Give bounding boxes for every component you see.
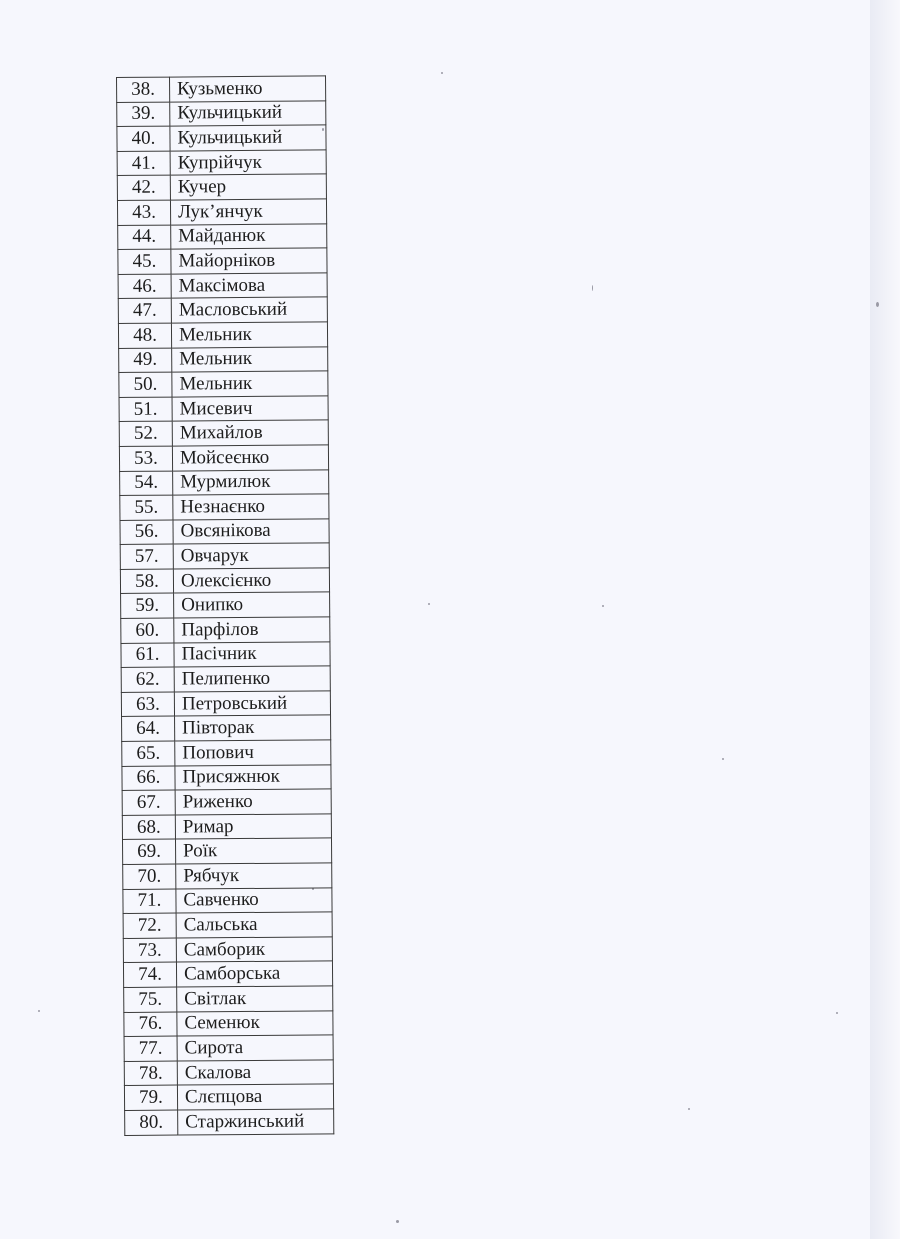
table-row: [117, 174, 326, 200]
scan-speck: [688, 1108, 690, 1110]
row-number: 59.: [121, 594, 174, 619]
surname-cell: Мисевич: [172, 396, 328, 422]
surname-cell: Мельник: [172, 371, 328, 397]
table-row: [120, 568, 329, 594]
scan-speck: [836, 1012, 838, 1014]
row-number: 78.: [124, 1061, 177, 1086]
table-row: [123, 887, 332, 913]
table-row: [121, 691, 330, 717]
row-number: 75.: [124, 987, 177, 1012]
table-row: [122, 764, 331, 790]
row-number: 70.: [123, 864, 176, 889]
row-number: 74.: [123, 962, 176, 987]
table-row: [118, 248, 327, 274]
row-number: 68.: [122, 815, 175, 840]
surname-cell: Олексієнко: [173, 568, 329, 594]
table-row: [120, 519, 329, 545]
surname-cell: Старжинський: [178, 1109, 334, 1135]
row-number: 60.: [121, 618, 174, 643]
surname-cell: Сирота: [177, 1035, 333, 1061]
scan-speck: [876, 302, 879, 307]
surname-cell: Онипко: [174, 592, 330, 618]
row-number: 49.: [119, 348, 172, 373]
table-row: [118, 322, 327, 348]
scan-speck: [441, 72, 443, 74]
row-number: 44.: [118, 225, 171, 250]
row-number: 48.: [118, 323, 171, 348]
row-number: 55.: [120, 495, 173, 520]
table-row: [120, 494, 329, 520]
row-number: 58.: [120, 569, 173, 594]
surname-cell: Мельник: [172, 346, 328, 372]
table-row: [123, 863, 332, 889]
table-row: [123, 937, 332, 963]
surname-cell: Римар: [175, 814, 331, 840]
row-number: 39.: [117, 102, 170, 127]
row-number: 40.: [117, 126, 170, 151]
scan-speck: [428, 603, 430, 605]
names-table: [116, 75, 334, 1135]
surname-cell: Семенюк: [177, 1010, 333, 1036]
row-number: 61.: [121, 643, 174, 668]
surname-cell: Мельник: [171, 322, 327, 348]
surname-cell: Риженко: [175, 789, 331, 815]
scan-speck: [396, 1220, 399, 1223]
table-row: [121, 617, 330, 643]
table-row: [124, 1010, 333, 1036]
table-row: [119, 371, 328, 397]
table-row: [120, 469, 329, 495]
table-row: [122, 814, 331, 840]
surname-cell: Попович: [175, 740, 331, 766]
row-number: 65.: [122, 741, 175, 766]
surname-cell: Савченко: [176, 887, 332, 913]
row-number: 56.: [120, 520, 173, 545]
table-row: [122, 715, 331, 741]
scan-speck: [602, 605, 604, 607]
row-number: 62.: [121, 667, 174, 692]
scan-speck: [722, 758, 724, 760]
row-number: 45.: [118, 249, 171, 274]
surname-cell: Самборська: [176, 961, 332, 987]
row-number: 71.: [123, 889, 176, 914]
surname-cell: Петровський: [174, 691, 330, 717]
surname-cell: Купрійчук: [170, 150, 326, 176]
row-number: 53.: [119, 446, 172, 471]
surname-cell: Кузьменко: [170, 76, 326, 102]
table-row: [118, 297, 327, 323]
surname-cell: Пасічник: [174, 641, 330, 667]
surname-cell: Парфілов: [174, 617, 330, 643]
row-number: 64.: [122, 716, 175, 741]
table-row: [121, 641, 330, 667]
table-row: [117, 125, 326, 151]
row-number: 73.: [123, 938, 176, 963]
row-number: 80.: [125, 1110, 178, 1135]
surname-cell: Півторак: [175, 715, 331, 741]
table-row: [124, 1035, 333, 1061]
surname-cell: Михайлов: [172, 420, 328, 446]
surname-cell: Мурмилюк: [173, 469, 329, 495]
surname-cell: Овчарук: [173, 543, 329, 569]
row-number: 77.: [124, 1036, 177, 1061]
table-row: [120, 543, 329, 569]
table-row: [117, 199, 326, 225]
surname-cell: Самборик: [176, 937, 332, 963]
table-row: [121, 592, 330, 618]
table-row: [118, 273, 327, 299]
row-number: 43.: [117, 200, 170, 225]
surname-cell: Кульчицький: [170, 125, 326, 151]
surname-cell: Слєпцова: [177, 1084, 333, 1110]
row-number: 79.: [124, 1085, 177, 1110]
table-row: [123, 961, 332, 987]
names-table-body: [117, 76, 334, 1135]
row-number: 42.: [117, 175, 170, 200]
surname-cell: Сальська: [176, 912, 332, 938]
surname-cell: Скалова: [177, 1060, 333, 1086]
surname-cell: Кульчицький: [170, 100, 326, 126]
surname-cell: Пелипенко: [174, 666, 330, 692]
table-row: [121, 666, 330, 692]
row-number: 52.: [119, 421, 172, 446]
surname-cell: Майданюк: [171, 223, 327, 249]
row-number: 38.: [117, 77, 170, 102]
row-number: 66.: [122, 766, 175, 791]
table-row: [122, 838, 331, 864]
row-number: 50.: [119, 372, 172, 397]
surname-cell: Максімова: [171, 273, 327, 299]
row-number: 41.: [117, 151, 170, 176]
surname-cell: Лук’янчук: [170, 199, 326, 225]
row-number: 57.: [120, 544, 173, 569]
surname-cell: Масловський: [171, 297, 327, 323]
surname-cell: Роїк: [175, 838, 331, 864]
table-row: [119, 445, 328, 471]
table-row: [117, 100, 326, 126]
row-number: 63.: [121, 692, 174, 717]
row-number: 72.: [123, 913, 176, 938]
table-row: [124, 1060, 333, 1086]
table-row: [124, 986, 333, 1012]
surname-cell: Кучер: [170, 174, 326, 200]
surname-cell: Світлак: [177, 986, 333, 1012]
table-row: [125, 1109, 334, 1135]
table-row: [123, 912, 332, 938]
surname-cell: Овсянікова: [173, 519, 329, 545]
surname-cell: Мойсеєнко: [172, 445, 328, 471]
table-row: [117, 76, 326, 102]
table-row: [122, 789, 331, 815]
surname-cell: Незнаєнко: [173, 494, 329, 520]
row-number: 54.: [120, 471, 173, 496]
surname-cell: Майорніков: [171, 248, 327, 274]
row-number: 51.: [119, 397, 172, 422]
page-edge-shadow: [870, 0, 900, 1239]
row-number: 67.: [122, 790, 175, 815]
row-number: 47.: [118, 298, 171, 323]
row-number: 69.: [122, 839, 175, 864]
table-row: [117, 150, 326, 176]
surname-cell: Рябчук: [176, 863, 332, 889]
row-number: 76.: [124, 1012, 177, 1037]
surname-cell: Присяжнюк: [175, 764, 331, 790]
table-row: [122, 740, 331, 766]
table-row: [124, 1084, 333, 1110]
row-number: 46.: [118, 274, 171, 299]
table-row: [119, 420, 328, 446]
scan-speck: [592, 285, 593, 291]
scan-speck: [38, 1010, 40, 1012]
table-row: [119, 346, 328, 372]
table-row: [118, 223, 327, 249]
table-row: [119, 396, 328, 422]
